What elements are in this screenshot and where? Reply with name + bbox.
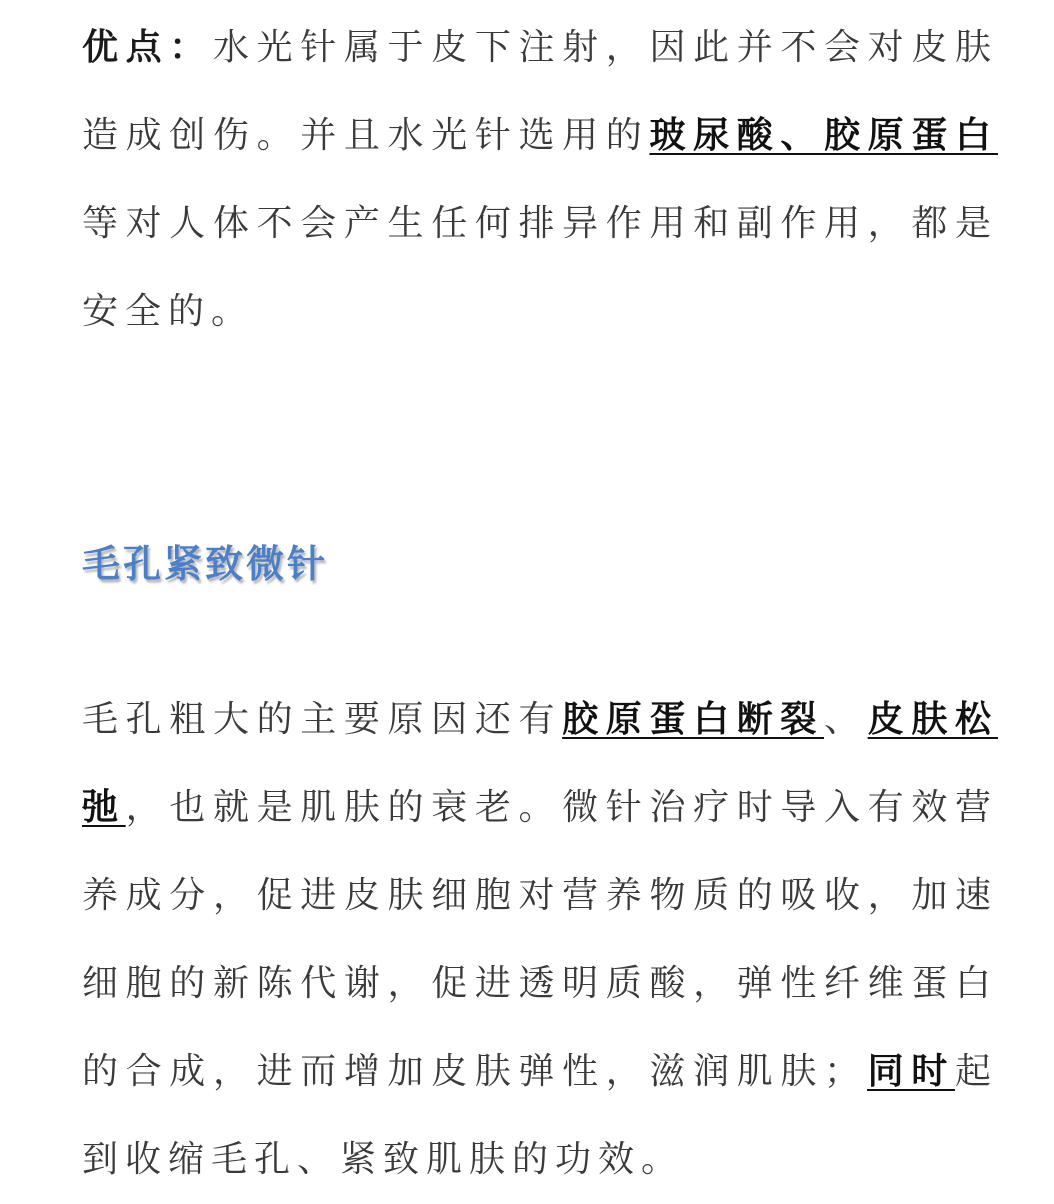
microneedle-paragraph <box>82 676 998 1204</box>
section-heading: 毛孔紧致微针 <box>82 542 329 586</box>
separator: 、 <box>824 699 868 740</box>
highlight-meanwhile: 同时 <box>867 1051 955 1092</box>
microneedle-text-middle: ，也就是肌肤的衰老。微针治疗时导入有效营养成分，促进皮肤细胞对营养物质的吸收，加速细胞的新陈代谢，促进透明质酸，弹性纤维蛋白的合成，进而增加皮肤弹性，滋润肌肤； <box>82 787 998 1092</box>
highlight-collagen-breakage: 胶原蛋白断裂 <box>562 699 825 740</box>
highlight-ingredients: 玻尿酸、胶原蛋白 <box>649 115 998 156</box>
advantages-text: 水光针属于皮下注射，因此并不会对皮肤造成创伤。并且水光针选用的 <box>82 27 998 156</box>
advantages-label: 优点： <box>82 27 213 68</box>
advantages-text-end: 等对人体不会产生任何排异作用和副作用，都是安全的。 <box>82 203 998 332</box>
microneedle-text-start: 毛孔粗大的主要原因还有 <box>82 699 563 740</box>
advantages-paragraph <box>82 4 998 356</box>
highlight-skin-sagging: 皮肤松弛 <box>82 699 998 828</box>
article-body <box>82 0 998 1204</box>
microneedle-text-end: 起到收缩毛孔、紧致肌肤的功效。 <box>82 1051 998 1180</box>
